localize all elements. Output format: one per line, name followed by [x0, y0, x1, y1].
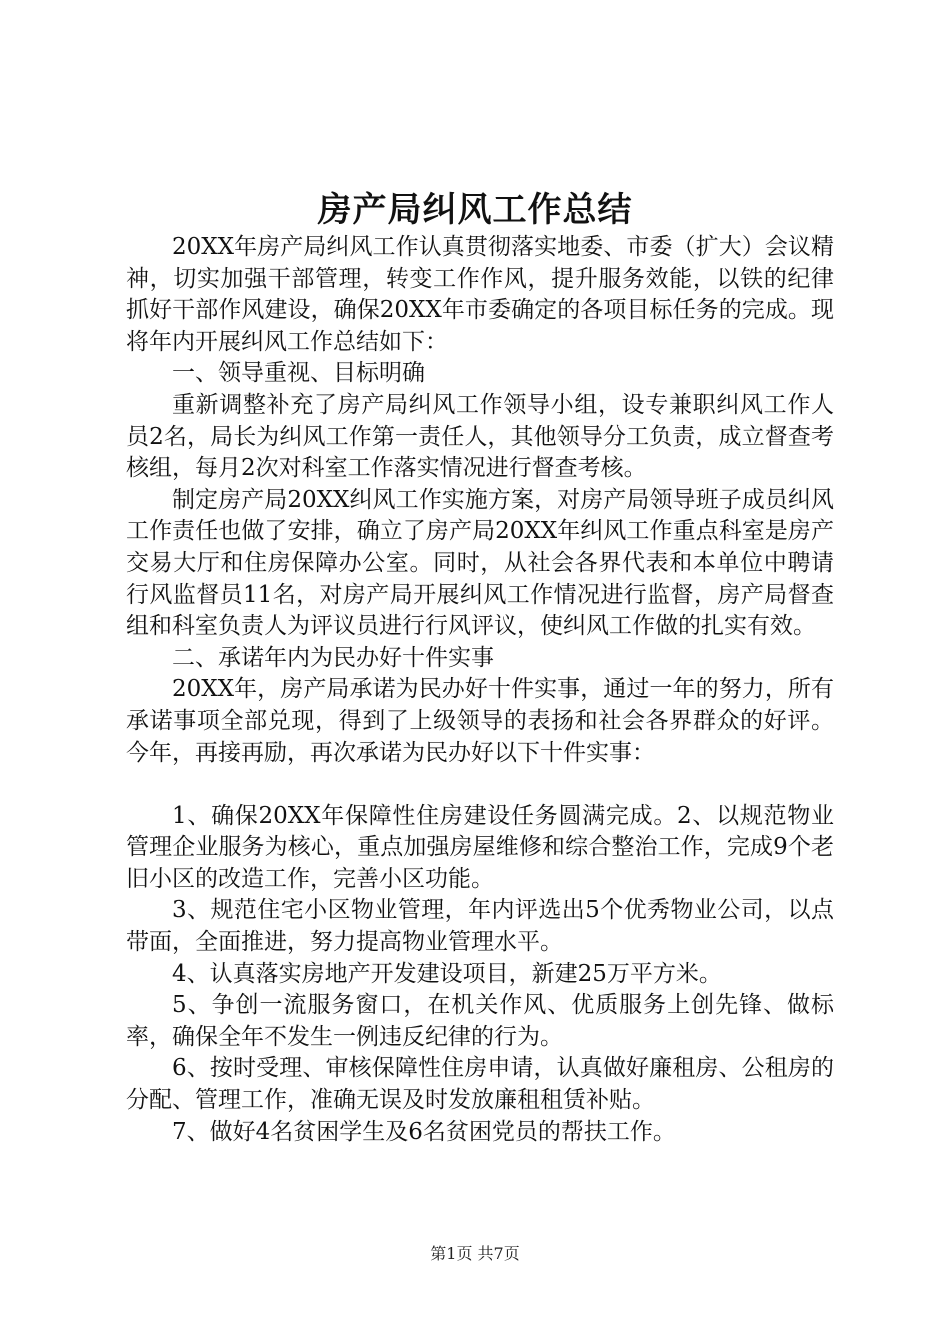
- list-item-6: 6、按时受理、审核保障性住房申请，认真做好廉租房、公租房的分配、管理工作，准确无误及时发放廉租租赁补贴。: [126, 1055, 834, 1114]
- paragraph-intro: 20XX年房产局纠风工作认真贯彻落实地委、市委（扩大）会议精神，切实加强干部管理，转变工作作风，提升服务效能，以铁的纪律抓好干部作风建设，确保20XX年市委确定的各项目标任务的完成。现将年内开展纠风工作总结如下：: [126, 234, 834, 355]
- list-item-4: 4、认真落实房地产开发建设项目，新建25万平方米。: [172, 960, 722, 987]
- list-item-1-2: 1、确保20XX年保障性住房建设任务圆满完成。2、以规范物业管理企业服务为核心，重点加强房屋维修和综合整治工作，完成9个老旧小区的改造工作，完善小区功能。: [126, 802, 834, 892]
- document-title: 房产局纠风工作总结: [317, 190, 633, 230]
- paragraph-plan: 制定房产局20XX纠风工作实施方案，对房产局领导班子成员纠风工作责任也做了安排，确立了房产局20XX年纠风工作重点科室是房产交易大厅和住房保障办公室。同时，从社会各界代表和本单位中聘请行风监督员11名，对房产局开展纠风工作情况进行监督，房产局督查组和科室负责人为评议员进行行风评议，使纠风工作做的扎实有效。: [126, 486, 834, 640]
- blank-line: [126, 769, 834, 801]
- list-item-7: 7、做好4名贫困学生及6名贫困党员的帮扶工作。: [172, 1118, 676, 1145]
- section-heading-1: 一、领导重视、目标明确: [172, 360, 425, 387]
- list-item-3: 3、规范住宅小区物业管理，年内评选出5个优秀物业公司，以点带面，全面推进，努力提高物业管理水平。: [126, 897, 834, 956]
- paragraph-leadership: 重新调整补充了房产局纠风工作领导小组，设专兼职纠风工作人员2名，局长为纠风工作第一责任人，其他领导分工负责，成立督查考核组，每月2次对科室工作落实情况进行督查考核。: [126, 391, 834, 482]
- document-body: [126, 232, 834, 1148]
- page-number-footer: 第1页 共7页: [430, 1244, 520, 1263]
- section-heading-2: 二、承诺年内为民办好十件实事: [172, 644, 494, 671]
- paragraph-commitment: 20XX年，房产局承诺为民办好十件实事，通过一年的努力，所有承诺事项全部兑现，得到了上级领导的表扬和社会各界群众的好评。今年，再接再励，再次承诺为民办好以下十件实事：: [126, 676, 834, 766]
- list-item-5: 5、争创一流服务窗口，在机关作风、优质服务上创先锋、做标率，确保全年不发生一例违反纪律的行为。: [126, 992, 834, 1050]
